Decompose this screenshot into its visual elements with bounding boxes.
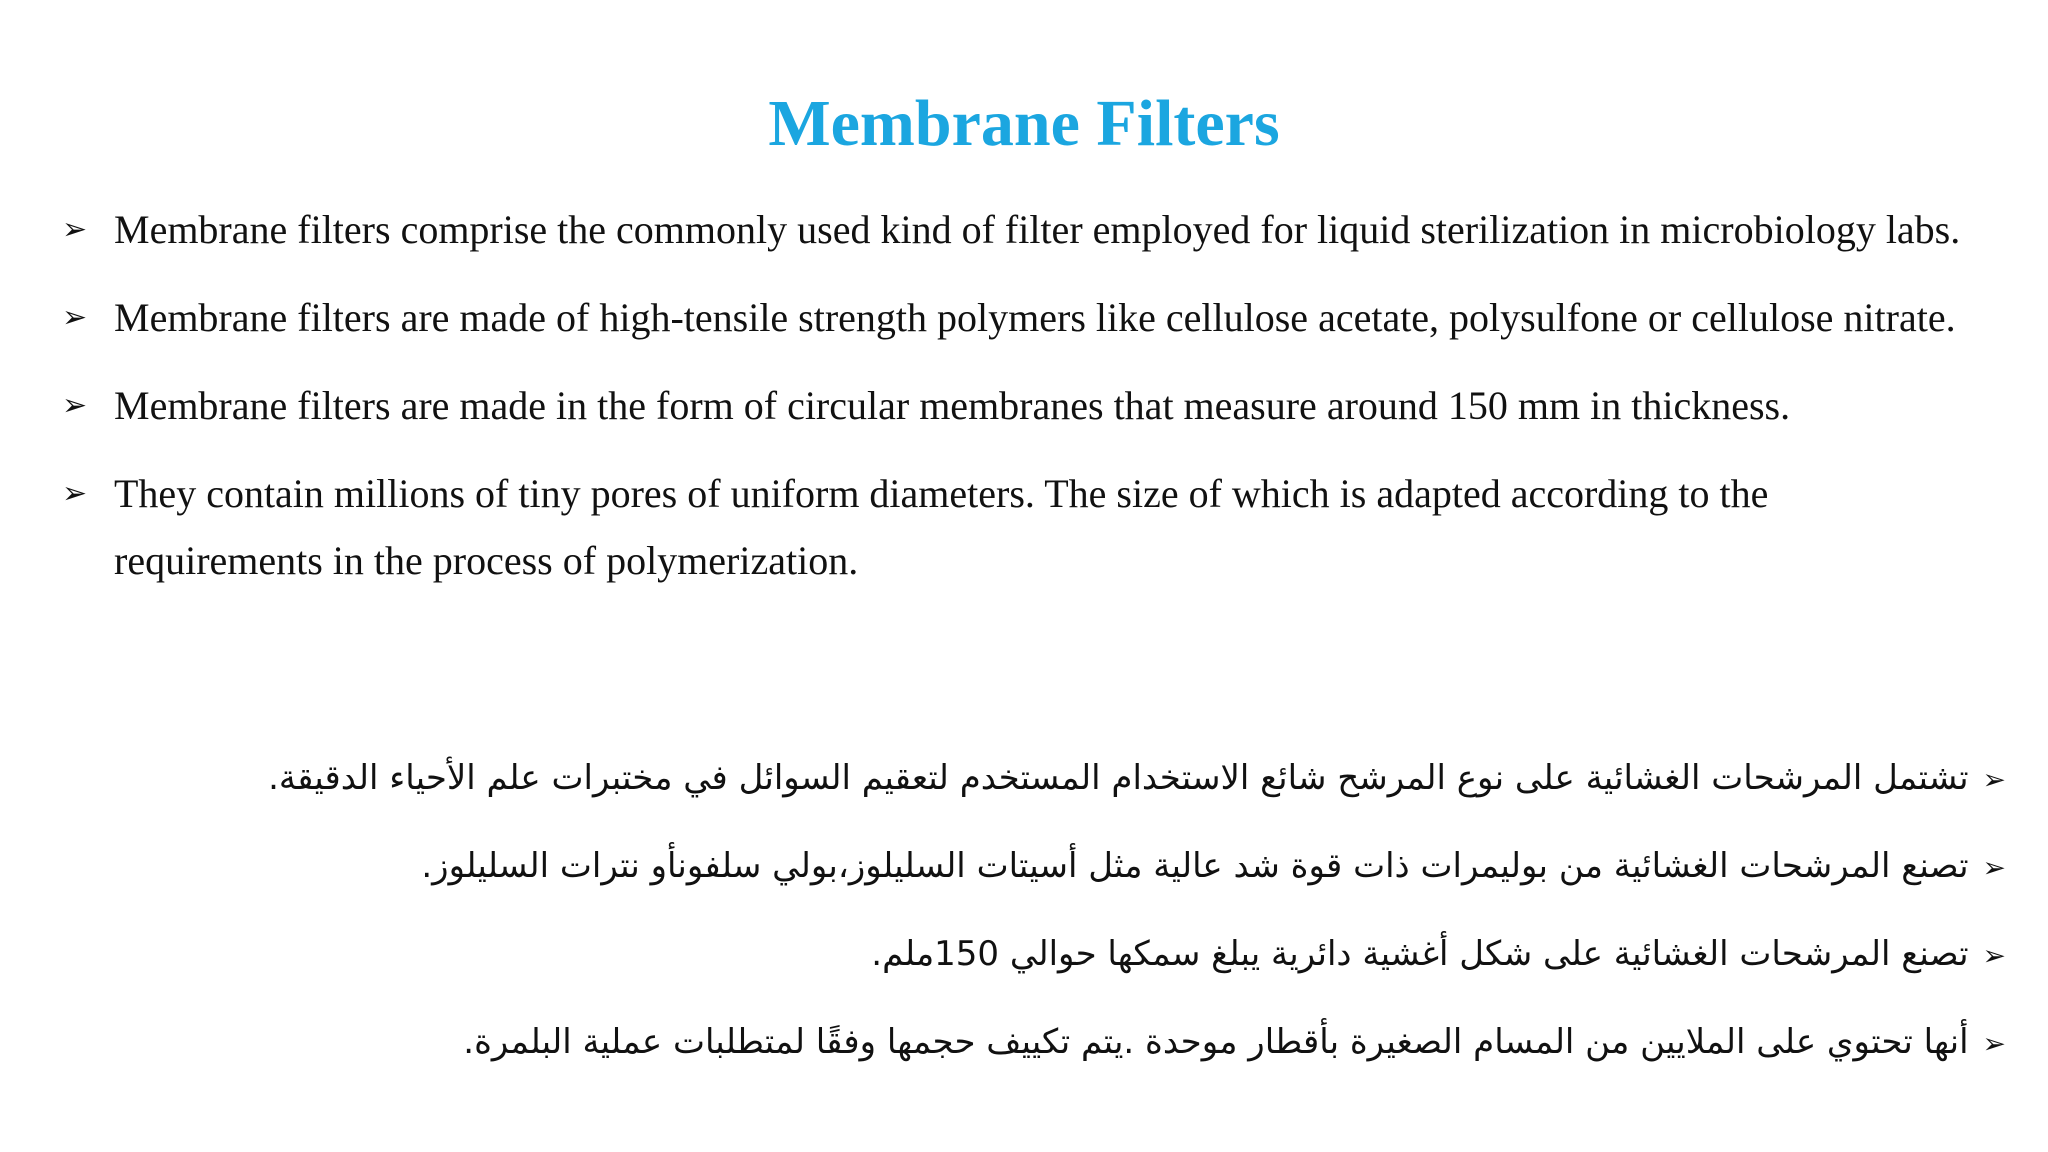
arabic-bullet-text: تصنع المرشحات الغشائية من بوليمرات ذات قوة شد عالية مثل أسيتات السليلوز،بولي سلفونأو نترات السليلوز. bbox=[421, 846, 1969, 886]
arabic-bullet-item bbox=[206, 924, 2006, 984]
arabic-bullet-text: أنها تحتوي على الملايين من المسام الصغيرة بأقطار موحدة .يتم تكييف حجمها وفقًا لمتطلبات عملية البلمرة. bbox=[463, 1022, 1969, 1062]
arabic-bullet-item bbox=[206, 836, 2006, 896]
english-bullet-text: Membrane filters comprise the commonly used kind of filter employed for liquid sterilization in microbiology labs. bbox=[114, 207, 1961, 252]
arabic-bullet-list bbox=[206, 748, 2006, 1100]
arrowhead-bullet-icon: ➢ bbox=[62, 476, 88, 511]
arrowhead-bullet-icon: ➢ bbox=[62, 388, 88, 423]
arabic-bullet-item bbox=[206, 748, 2006, 808]
arrowhead-bullet-icon: ➢ bbox=[1982, 1027, 2006, 1060]
arabic-bullet-text: تصنع المرشحات الغشائية على شكل أغشية دائرية يبلغ سمكها حوالي 150ملم. bbox=[871, 934, 1969, 974]
slide-title: Membrane Filters bbox=[768, 87, 1280, 160]
english-bullet-list bbox=[62, 196, 1982, 615]
english-bullet-item bbox=[62, 284, 1982, 351]
arrowhead-bullet-icon: ➢ bbox=[1982, 763, 2006, 796]
english-bullet-text: Membrane filters are made of high-tensile strength polymers like cellulose acetate, polysulfone or cellulose nitrate. bbox=[114, 295, 1956, 340]
arabic-bullet-item bbox=[206, 1012, 2006, 1072]
arabic-bullet-text: تشتمل المرشحات الغشائية على نوع المرشح شائع الاستخدام المستخدم لتعقيم السوائل في مختبرات علم الأحياء الدقيقة. bbox=[268, 758, 1969, 798]
english-bullet-text: They contain millions of tiny pores of uniform diameters. The size of which is adapted according to the requirements in the process of polymerization. bbox=[114, 471, 1769, 583]
english-bullet-item bbox=[62, 460, 1982, 594]
english-bullet-text: Membrane filters are made in the form of circular membranes that measure around 150 mm in thickness. bbox=[114, 383, 1791, 428]
arrowhead-bullet-icon: ➢ bbox=[1982, 851, 2006, 884]
english-bullet-item bbox=[62, 196, 1982, 263]
arrowhead-bullet-icon: ➢ bbox=[62, 300, 88, 335]
arrowhead-bullet-icon: ➢ bbox=[1982, 939, 2006, 972]
english-bullet-item bbox=[62, 372, 1982, 439]
arrowhead-bullet-icon: ➢ bbox=[62, 212, 88, 247]
